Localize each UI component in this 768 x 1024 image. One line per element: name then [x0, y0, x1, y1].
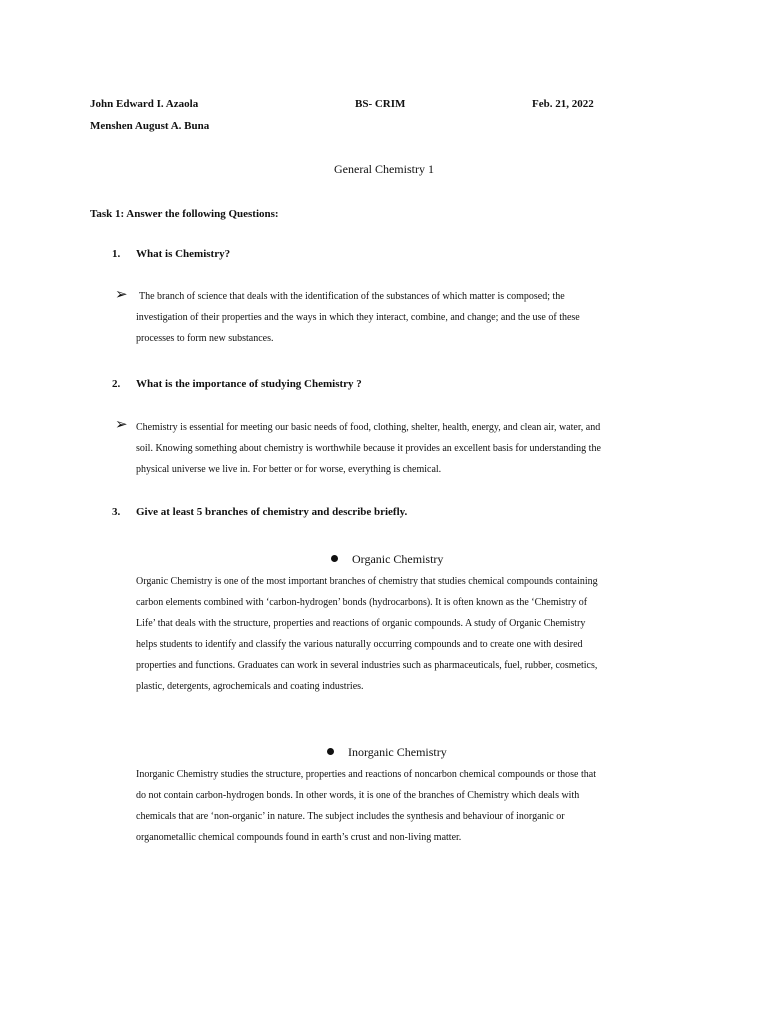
answer-2-line: soil. Knowing something about chemistry is worthwhile because it provides an excellent basis for understanding the [136, 443, 601, 454]
answer-1-line: investigation of their properties and the ways in which they interact, combine, and change; and the use of these [136, 312, 580, 323]
branch-1-title: Organic Chemistry [352, 552, 444, 566]
answer-2 [136, 417, 681, 480]
round-bullet-icon [331, 555, 338, 562]
course-label: BS- CRIM [355, 98, 406, 110]
author-name-1: John Edward I. Azaola [90, 98, 199, 110]
question-2-text: What is the importance of studying Chemistry ? [136, 378, 362, 390]
branch-1-line: carbon elements combined with ‘carbon-hydrogen’ bonds (hydrocarbons). It is often known as the ‘Chemistry of [136, 597, 588, 608]
branch-1-line: properties and functions. Graduates can work in several industries such as pharmaceuticals, fuel, rubber, cosmetics, [136, 660, 598, 671]
round-bullet-icon [327, 748, 334, 755]
arrowhead-bullet-icon: ➢ [115, 415, 128, 433]
branch-1-line: Organic Chemistry is one of the most important branches of chemistry that studies chemical compounds containing [136, 576, 598, 587]
answer-1 [136, 286, 681, 349]
question-2-number: 2. [112, 378, 121, 390]
document-title: General Chemistry 1 [334, 162, 434, 176]
branch-2-line: chemicals that are ‘non-organic’ in nature. The subject includes the synthesis and behaviour of inorganic or [136, 811, 565, 822]
branch-1-description [136, 571, 681, 697]
question-1-number: 1. [112, 248, 121, 260]
question-1-text: What is Chemistry? [136, 248, 231, 260]
branch-2-title: Inorganic Chemistry [348, 745, 447, 759]
answer-2-line: Chemistry is essential for meeting our basic needs of food, clothing, shelter, health, energy, and clean air, water, and [136, 422, 601, 433]
author-name-2: Menshen August A. Buna [90, 120, 210, 132]
branch-1-line: plastic, detergents, agrochemicals and coating industries. [136, 681, 364, 692]
answer-2-line: physical universe we live in. For better or for worse, everything is chemical. [136, 464, 442, 475]
branch-2-line: organometallic chemical compounds found in earth’s crust and non-living matter. [136, 832, 462, 843]
answer-1-line: The branch of science that deals with the identification of the substances of which matter is composed; the [139, 291, 565, 302]
branch-2-line: Inorganic Chemistry studies the structure, properties and reactions of noncarbon chemical compounds or those that [136, 769, 596, 780]
branch-1-line: helps students to identify and classify the various naturally occurring compounds and to create one with desired [136, 639, 583, 650]
arrowhead-bullet-icon: ➢ [115, 285, 128, 303]
question-3-number: 3. [112, 506, 121, 518]
question-3-text: Give at least 5 branches of chemistry and describe briefly. [136, 506, 408, 518]
branch-2-description [136, 764, 681, 848]
branch-2-line: do not contain carbon-hydrogen bonds. In other words, it is one of the branches of Chemistry which deals with [136, 790, 580, 801]
date-label: Feb. 21, 2022 [532, 98, 594, 110]
answer-1-line: processes to form new substances. [136, 333, 274, 344]
branch-1-line: Life’ that deals with the structure, properties and reactions of organic compounds. A study of Organic Chemistry [136, 618, 586, 629]
task-heading: Task 1: Answer the following Questions: [90, 208, 279, 220]
